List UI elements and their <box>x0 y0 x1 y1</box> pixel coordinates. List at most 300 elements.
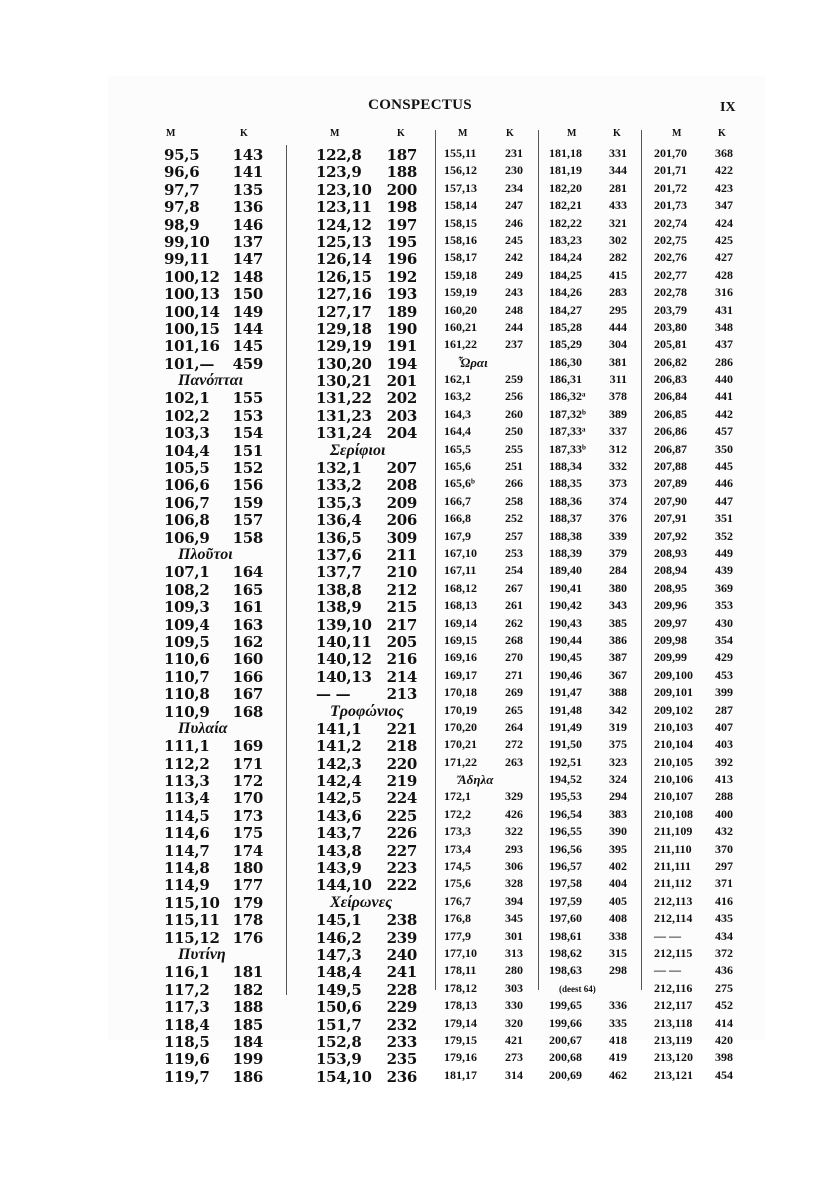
k-reference: 379 <box>609 545 627 560</box>
table-row <box>652 494 735 511</box>
column-header <box>300 128 418 146</box>
table-row <box>549 181 629 198</box>
page-number: IX <box>720 100 736 115</box>
m-reference: 119,7 <box>164 1067 210 1086</box>
k-reference: 433 <box>609 198 627 213</box>
m-reference: 100,14 <box>164 302 220 321</box>
m-reference: 213,119 <box>654 1032 693 1047</box>
table-row <box>300 303 418 320</box>
m-reference: 114,7 <box>164 841 210 860</box>
m-reference: 163,2 <box>444 389 471 404</box>
k-reference: 188 <box>386 163 417 182</box>
m-reference: 113,3 <box>164 772 210 791</box>
m-reference: 99,10 <box>164 232 210 251</box>
m-reference: 115,11 <box>164 911 220 930</box>
table-row <box>444 424 524 441</box>
m-reference: 189,40 <box>549 563 582 578</box>
k-reference: 287 <box>715 702 733 717</box>
k-reference: 196 <box>386 250 417 269</box>
k-reference: 418 <box>609 1032 627 1047</box>
k-reference: 143 <box>232 146 263 164</box>
m-reference: 206,87 <box>654 441 687 456</box>
k-reference: 269 <box>505 685 523 700</box>
k-reference: 352 <box>715 528 733 543</box>
table-row <box>549 616 629 633</box>
k-reference: 172 <box>232 772 263 791</box>
table-row <box>300 529 418 546</box>
k-reference: 246 <box>505 215 523 230</box>
k-reference: 233 <box>386 1032 417 1051</box>
m-reference: 158,16 <box>444 232 477 247</box>
m-reference: 122,8 <box>316 146 362 164</box>
k-reference: 219 <box>386 772 417 791</box>
m-reference: 203,79 <box>654 302 687 317</box>
m-reference: 191,50 <box>549 737 582 752</box>
k-reference: 208 <box>386 476 417 495</box>
section-heading: Ὧραι <box>458 354 488 370</box>
table-row <box>300 1033 418 1050</box>
k-reference: 167 <box>232 685 263 704</box>
table-row <box>652 146 735 163</box>
k-reference: 426 <box>505 806 523 821</box>
m-reference: 210,103 <box>654 719 693 734</box>
k-reference: 408 <box>609 911 627 926</box>
table-row <box>158 1033 268 1050</box>
table-row <box>300 285 418 302</box>
table-row <box>158 963 268 980</box>
m-reference: 143,8 <box>316 841 362 860</box>
m-reference: 211,109 <box>654 824 693 839</box>
m-reference: 205,81 <box>654 337 687 352</box>
table-row <box>444 268 524 285</box>
k-reference: 186 <box>232 1067 263 1086</box>
table-row <box>444 146 524 163</box>
m-reference: 197,60 <box>549 911 582 926</box>
k-reference: 232 <box>386 1015 417 1034</box>
m-reference: 131,23 <box>316 406 372 425</box>
m-reference: 109,4 <box>164 615 210 634</box>
k-reference: 194 <box>386 354 417 373</box>
m-reference: 151,7 <box>316 1015 362 1034</box>
table-row <box>652 876 735 893</box>
k-reference: 383 <box>609 806 627 821</box>
table-row <box>444 668 524 685</box>
k-reference: 314 <box>505 1067 523 1082</box>
table-row <box>300 755 418 772</box>
m-reference: 199,65 <box>549 998 582 1013</box>
m-reference: 187,33ᵇ <box>549 441 586 456</box>
table-row <box>652 1068 735 1085</box>
k-reference: 266 <box>505 476 523 491</box>
m-reference: 118,4 <box>164 1015 210 1034</box>
table-row <box>652 442 735 459</box>
m-reference: 147,3 <box>316 945 362 964</box>
column-divider <box>641 130 642 990</box>
m-reference: 159,18 <box>444 267 477 282</box>
table-row <box>300 737 418 754</box>
m-reference: 209,102 <box>654 702 693 717</box>
table-row <box>300 563 418 580</box>
table-row <box>652 685 735 702</box>
m-reference: 185,29 <box>549 337 582 352</box>
k-reference: 248 <box>505 302 523 317</box>
m-reference: 114,9 <box>164 876 210 895</box>
k-reference: 174 <box>232 841 263 860</box>
table-row <box>158 998 268 1015</box>
table-row <box>300 546 418 563</box>
k-reference: 284 <box>609 563 627 578</box>
k-reference: 241 <box>386 963 417 982</box>
table-row <box>300 1016 418 1033</box>
m-reference: 212,113 <box>654 893 693 908</box>
m-reference: 178,12 <box>444 980 477 995</box>
k-reference: 424 <box>715 215 733 230</box>
k-reference: 224 <box>386 789 417 808</box>
table-row <box>444 529 524 546</box>
m-reference: 176,8 <box>444 911 471 926</box>
m-reference: 202,77 <box>654 267 687 282</box>
column-divider <box>435 130 436 990</box>
table-row <box>652 616 735 633</box>
table-row <box>444 824 524 841</box>
k-reference: 445 <box>715 459 733 474</box>
k-reference: 148 <box>232 267 263 286</box>
index-column-2 <box>300 128 418 1085</box>
k-reference: 240 <box>386 945 417 964</box>
k-reference: 260 <box>505 406 523 421</box>
k-reference: 209 <box>386 493 417 512</box>
k-reference: 203 <box>386 406 417 425</box>
k-reference: 459 <box>232 354 263 373</box>
m-reference: 100,12 <box>164 267 220 286</box>
table-row <box>158 459 268 476</box>
table-row <box>652 250 735 267</box>
table-row <box>300 929 418 946</box>
table-row <box>158 929 268 946</box>
table-row <box>444 633 524 650</box>
k-reference: 137 <box>232 232 263 251</box>
table-row <box>549 372 629 389</box>
m-reference: — — <box>654 963 681 978</box>
table-row <box>652 859 735 876</box>
k-reference: 295 <box>609 302 627 317</box>
m-reference: 153,9 <box>316 1050 362 1069</box>
table-row <box>300 407 418 424</box>
k-reference: 238 <box>386 911 417 930</box>
m-reference: 196,57 <box>549 859 582 874</box>
m-reference: 186,30 <box>549 354 582 369</box>
k-reference: 371 <box>715 876 733 891</box>
m-reference: 190,44 <box>549 632 582 647</box>
k-reference: 191 <box>386 337 417 356</box>
k-reference: 303 <box>505 980 523 995</box>
k-reference: 251 <box>505 459 523 474</box>
m-reference: 169,14 <box>444 615 477 630</box>
m-reference: 212,115 <box>654 945 693 960</box>
m-reference: 168,12 <box>444 580 477 595</box>
k-reference: 435 <box>715 911 733 926</box>
k-reference: 231 <box>505 146 523 160</box>
table-row <box>300 772 418 789</box>
table-row <box>652 807 735 824</box>
table-row <box>652 946 735 963</box>
m-reference: 167,10 <box>444 545 477 560</box>
k-reference: 213 <box>386 685 417 704</box>
k-reference: 145 <box>232 337 263 356</box>
m-reference: 138,9 <box>316 598 362 617</box>
table-row <box>652 355 735 372</box>
m-reference: 146,2 <box>316 928 362 947</box>
k-reference: 149 <box>232 302 263 321</box>
m-reference: 203,80 <box>654 319 687 334</box>
table-row <box>300 250 418 267</box>
m-reference: 211,111 <box>654 859 692 874</box>
m-reference: 172,1 <box>444 789 471 804</box>
k-reference: 428 <box>715 267 733 282</box>
table-row <box>300 198 418 215</box>
m-reference: 95,5 <box>164 146 200 164</box>
table-row <box>300 581 418 598</box>
table-row <box>300 598 418 615</box>
m-reference: 152,8 <box>316 1032 362 1051</box>
k-reference: 313 <box>505 945 523 960</box>
table-row <box>444 511 524 528</box>
k-reference: 282 <box>609 250 627 265</box>
k-reference: 254 <box>505 563 523 578</box>
m-reference: 194,52 <box>549 772 582 787</box>
k-reference: 216 <box>386 650 417 669</box>
k-reference: 405 <box>609 893 627 908</box>
m-reference: 115,12 <box>164 928 220 947</box>
table-row <box>444 929 524 946</box>
m-reference: 106,9 <box>164 528 210 547</box>
m-reference: 110,8 <box>164 685 210 704</box>
k-reference: 152 <box>232 459 263 478</box>
m-reference: 190,41 <box>549 580 582 595</box>
index-column-3 <box>444 128 524 1085</box>
table-row <box>549 563 629 580</box>
table-row <box>300 946 418 963</box>
table-row <box>158 233 268 250</box>
k-reference: 177 <box>232 876 263 895</box>
m-reference: 97,7 <box>164 180 200 199</box>
k-reference: 429 <box>715 650 733 665</box>
table-row <box>549 303 629 320</box>
table-row <box>444 998 524 1015</box>
k-reference: 395 <box>609 841 627 856</box>
k-reference: 286 <box>715 354 733 369</box>
m-reference: 192,51 <box>549 754 582 769</box>
k-reference: 146 <box>232 215 263 234</box>
m-reference: 165,6ᵇ <box>444 476 475 491</box>
k-reference: 311 <box>609 372 627 387</box>
m-reference: 171,22 <box>444 754 477 769</box>
k-reference: 257 <box>505 528 523 543</box>
m-reference: 124,12 <box>316 215 372 234</box>
k-reference: 165 <box>232 580 263 599</box>
k-reference: 375 <box>609 737 627 752</box>
k-reference: 162 <box>232 632 263 651</box>
header-k: K <box>613 128 621 139</box>
k-reference: 230 <box>505 163 523 178</box>
m-reference: 195,53 <box>549 789 582 804</box>
k-reference: 343 <box>609 598 627 613</box>
m-reference: 211,112 <box>654 876 692 891</box>
m-reference: 178,11 <box>444 963 477 978</box>
table-row <box>549 824 629 841</box>
m-reference: 174,5 <box>444 859 471 874</box>
k-reference: 176 <box>232 928 263 947</box>
k-reference: 211 <box>386 545 417 564</box>
m-reference: 130,21 <box>316 372 372 391</box>
table-row <box>652 198 735 215</box>
table-row <box>158 981 268 998</box>
table-row <box>158 250 268 267</box>
m-reference: 209,96 <box>654 598 687 613</box>
m-reference: 102,1 <box>164 389 210 408</box>
table-row <box>549 859 629 876</box>
k-reference: 439 <box>715 563 733 578</box>
table-row <box>444 546 524 563</box>
m-reference: 182,22 <box>549 215 582 230</box>
table-row <box>158 894 268 911</box>
k-reference: 221 <box>386 719 417 738</box>
table-row <box>549 511 629 528</box>
m-reference: 176,7 <box>444 893 471 908</box>
k-reference: 190 <box>386 319 417 338</box>
table-row <box>300 859 418 876</box>
m-reference: 106,7 <box>164 493 210 512</box>
k-reference: 247 <box>505 198 523 213</box>
k-reference: 187 <box>386 146 417 164</box>
table-row <box>549 842 629 859</box>
table-row <box>158 424 268 441</box>
table-row <box>300 668 418 685</box>
table-row <box>549 685 629 702</box>
k-reference: 370 <box>715 841 733 856</box>
m-reference: 99,11 <box>164 250 210 269</box>
k-reference: 264 <box>505 719 523 734</box>
table-row <box>444 842 524 859</box>
table-row <box>549 476 629 493</box>
k-reference: 369 <box>715 580 733 595</box>
m-reference: 184,24 <box>549 250 582 265</box>
table-row <box>300 633 418 650</box>
m-reference: 142,4 <box>316 772 362 791</box>
k-reference: 236 <box>386 1067 417 1086</box>
table-row <box>549 1016 629 1033</box>
m-reference: 102,2 <box>164 406 210 425</box>
k-reference: 320 <box>505 1015 523 1030</box>
m-reference: 198,62 <box>549 945 582 960</box>
m-reference: 178,13 <box>444 998 477 1013</box>
m-reference: 196,56 <box>549 841 582 856</box>
m-reference: 186,31 <box>549 372 582 387</box>
k-reference: 168 <box>232 702 263 721</box>
m-reference: 200,68 <box>549 1050 582 1065</box>
table-row <box>444 963 524 980</box>
k-reference: 155 <box>232 389 263 408</box>
m-reference: 100,15 <box>164 319 220 338</box>
m-reference: 136,4 <box>316 511 362 530</box>
m-reference: 177,9 <box>444 928 471 943</box>
k-reference: 322 <box>505 824 523 839</box>
table-row <box>158 1050 268 1067</box>
table-row <box>444 876 524 893</box>
table-row <box>444 389 524 406</box>
k-reference: 272 <box>505 737 523 752</box>
k-reference: 403 <box>715 737 733 752</box>
k-reference: 255 <box>505 441 523 456</box>
table-row <box>652 929 735 946</box>
k-reference: 265 <box>505 702 523 717</box>
table-row <box>549 789 629 806</box>
table-row <box>652 1016 735 1033</box>
k-reference: 422 <box>715 163 733 178</box>
table-row <box>652 755 735 772</box>
table-row <box>300 494 418 511</box>
m-reference: 131,24 <box>316 424 372 443</box>
k-reference: 161 <box>232 598 263 617</box>
m-reference: 142,5 <box>316 789 362 808</box>
table-row <box>652 1033 735 1050</box>
m-reference: 160,20 <box>444 302 477 317</box>
m-reference: 158,17 <box>444 250 477 265</box>
k-reference: 436 <box>715 963 733 978</box>
table-row <box>158 911 268 928</box>
table-row <box>444 616 524 633</box>
table-row <box>444 233 524 250</box>
table-row <box>652 163 735 180</box>
m-reference: 143,6 <box>316 806 362 825</box>
k-reference: 434 <box>715 928 733 943</box>
m-reference: 150,6 <box>316 998 362 1017</box>
m-reference: 108,2 <box>164 580 210 599</box>
table-row <box>444 807 524 824</box>
table-row <box>652 546 735 563</box>
m-reference: 188,39 <box>549 545 582 560</box>
k-reference: 388 <box>609 685 627 700</box>
k-reference: 207 <box>386 459 417 478</box>
k-reference: 437 <box>715 337 733 352</box>
table-row <box>300 789 418 806</box>
m-reference: 127,16 <box>316 285 372 304</box>
m-reference: 213,118 <box>654 1015 693 1030</box>
m-reference: 208,94 <box>654 563 687 578</box>
m-reference: 126,14 <box>316 250 372 269</box>
m-reference: 160,21 <box>444 319 477 334</box>
table-row <box>158 563 268 580</box>
m-reference: 184,27 <box>549 302 582 317</box>
k-reference: 288 <box>715 789 733 804</box>
k-reference: 281 <box>609 180 627 195</box>
m-reference: 209,97 <box>654 615 687 630</box>
table-row <box>549 650 629 667</box>
k-reference: 173 <box>232 806 263 825</box>
table-row <box>652 407 735 424</box>
table-row <box>444 494 524 511</box>
m-reference: 114,5 <box>164 806 210 825</box>
m-reference: 100,13 <box>164 285 220 304</box>
m-reference: 148,4 <box>316 963 362 982</box>
m-reference: 206,85 <box>654 406 687 421</box>
m-reference: 202,74 <box>654 215 687 230</box>
table-row <box>549 424 629 441</box>
k-reference: 368 <box>715 146 733 160</box>
m-reference: 196,54 <box>549 806 582 821</box>
k-reference: 147 <box>232 250 263 269</box>
k-reference: 193 <box>386 285 417 304</box>
